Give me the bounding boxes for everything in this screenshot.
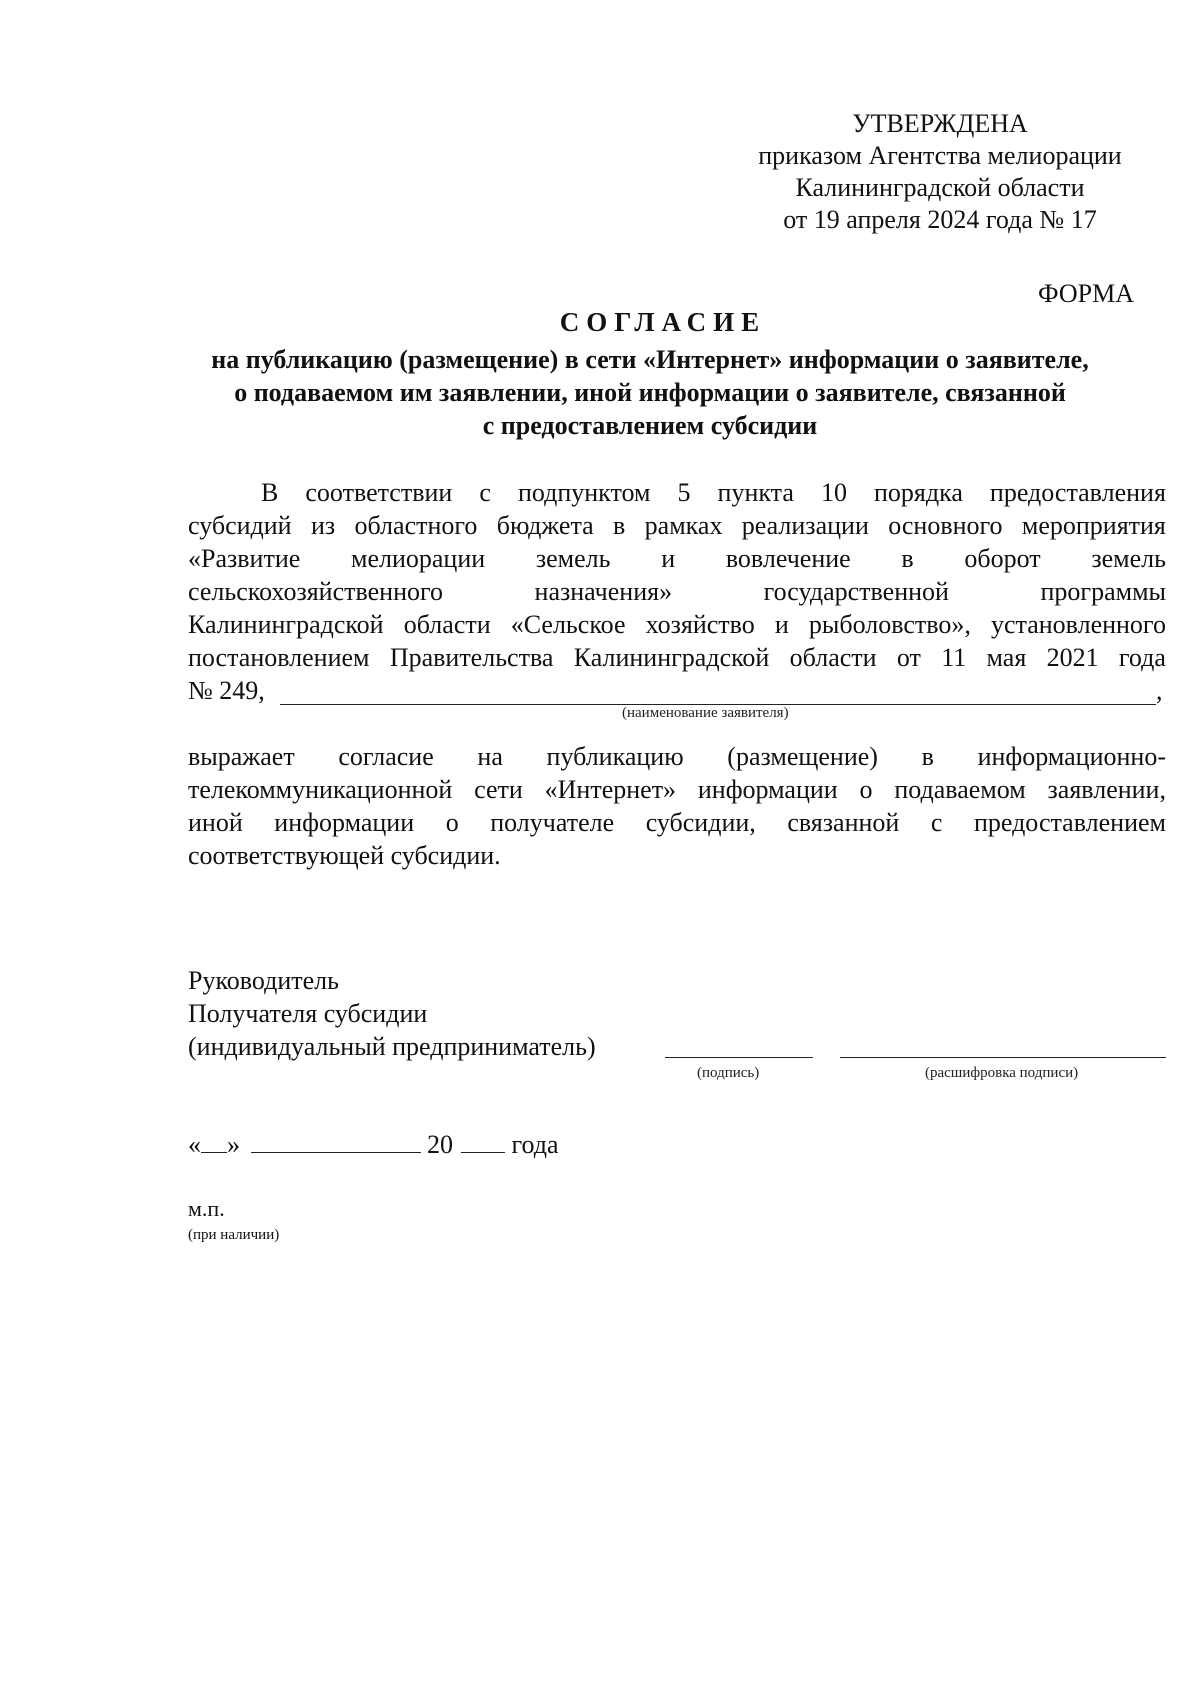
word: предоставлением [973,808,1166,837]
date-year-blank[interactable] [461,1128,505,1153]
word: области [403,610,491,639]
paragraph-line [188,509,1166,542]
word: областного [354,511,478,540]
word: в [921,742,934,771]
applicant-name-caption: (наименование заявителя) [622,705,789,721]
word: бюджета [496,511,594,540]
signature-blank[interactable] [665,1057,813,1058]
word: вовлечение [725,544,851,573]
word: «Интернет» [544,775,677,804]
word: о [445,808,459,837]
date-year-suffix: года [511,1130,559,1159]
word: подпунктом [517,478,651,507]
subtitle-line-1: на публикацию (размещение) в сети «Интернет» информации о заявителе, [211,345,1089,374]
word: на [477,742,503,771]
document-subtitle [150,343,1150,442]
paragraph-line [188,575,1166,608]
word: рыболовство», [808,610,971,639]
word: (размещение) [727,742,878,771]
word: 10 [820,478,847,507]
word: связанной [787,808,900,837]
word: в [613,511,626,540]
order-number-text: № 249, [188,676,265,705]
signature-decode-blank[interactable] [840,1057,1166,1058]
word: «Сельское [510,610,626,639]
word: установленного [990,610,1166,639]
forma-label: ФОРМА [1038,279,1134,308]
word: земель [1091,544,1166,573]
word: государственной [763,577,949,606]
paragraph-line: соответствующей субсидии. [188,841,501,870]
date-close-quote: » [227,1130,240,1159]
date-day-blank[interactable] [201,1128,227,1153]
stamp-label: м.п. [188,1196,225,1221]
word: субсидии, [645,808,756,837]
paragraph-main [188,476,1166,674]
paragraph-consent [188,740,1166,872]
word: программы [1040,577,1166,606]
word: и [661,544,676,573]
word: года [1118,643,1166,672]
word: пункта [717,478,794,507]
word: В [261,478,279,507]
word: сельскохозяйственного [188,577,443,606]
word: подаваемом [894,775,1026,804]
word: 2021 [1046,643,1099,672]
word: информации [274,808,415,837]
word: из [310,511,336,540]
word: 5 [677,478,691,507]
paragraph-line [188,773,1166,806]
approval-region-line: Калининградской области [795,173,1085,202]
word: Калининградской [188,610,384,639]
word: предоставления [989,478,1166,507]
signature-role-line-3: (индивидуальный предприниматель) [188,1032,596,1061]
word: рамках [644,511,723,540]
date-line [188,1128,559,1161]
approval-heading: УТВЕРЖДЕНА [852,109,1028,138]
word: основного [888,511,1003,540]
word: назначения» [534,577,673,606]
paragraph-line [188,476,1166,509]
paragraph-line [188,641,1166,674]
word: согласие [338,742,434,771]
word: 11 [941,643,967,672]
approval-order-line: приказом Агентства мелиорации [758,141,1122,170]
date-open-quote: « [188,1130,201,1159]
word: соответствии [305,478,453,507]
subtitle-line-2: о подаваемом им заявлении, иной информации о заявителе, связанной [234,378,1066,407]
word: с [930,808,943,837]
applicant-name-comma: , [1156,676,1163,705]
word: телекоммуникационной [188,775,453,804]
paragraph-line [188,740,1166,773]
word: в [901,544,914,573]
paragraph-line [188,542,1166,575]
word: области [789,643,877,672]
paragraph-line [188,806,1166,839]
word: о [859,775,873,804]
word: с [479,478,491,507]
approval-date-line: от 19 апреля 2024 года № 17 [783,205,1097,234]
word: от [896,643,921,672]
paragraph-line [188,608,1166,641]
signature-role-line-1: Руководитель [188,966,339,995]
subtitle-line-3: с предоставлением субсидии [482,411,818,440]
word: оборот [964,544,1041,573]
signature-caption: (подпись) [697,1065,760,1081]
word: заявлении, [1047,775,1166,804]
word: хозяйство [645,610,755,639]
word: Калининградской [573,643,770,672]
word: информации [697,775,838,804]
word: мая [986,643,1027,672]
word: мероприятия [1021,511,1166,540]
signature-block [188,964,596,1063]
word: и [774,610,789,639]
word: земель [535,544,611,573]
word: «Развитие [188,544,301,573]
stamp-note: (при наличии) [188,1227,280,1243]
word: субсидий [188,511,292,540]
applicant-name-line [188,674,1166,707]
word: реализации [741,511,869,540]
word: порядка [873,478,963,507]
word: получателе [490,808,615,837]
word: постановлением [188,643,370,672]
date-year-prefix: 20 [427,1130,453,1159]
signature-role-line-2: Получателя субсидии [188,999,428,1028]
document-title: СОГЛАСИЕ [559,307,767,337]
word: публикацию [546,742,684,771]
word: выражает [188,742,295,771]
word: мелиорации [350,544,486,573]
signature-decode-caption: (расшифровка подписи) [925,1065,1079,1081]
date-month-blank[interactable] [251,1128,421,1153]
word: Правительства [389,643,554,672]
word: информационно- [977,742,1166,771]
word: сети [474,775,523,804]
approval-block [700,108,1180,236]
word: иной [188,808,243,837]
